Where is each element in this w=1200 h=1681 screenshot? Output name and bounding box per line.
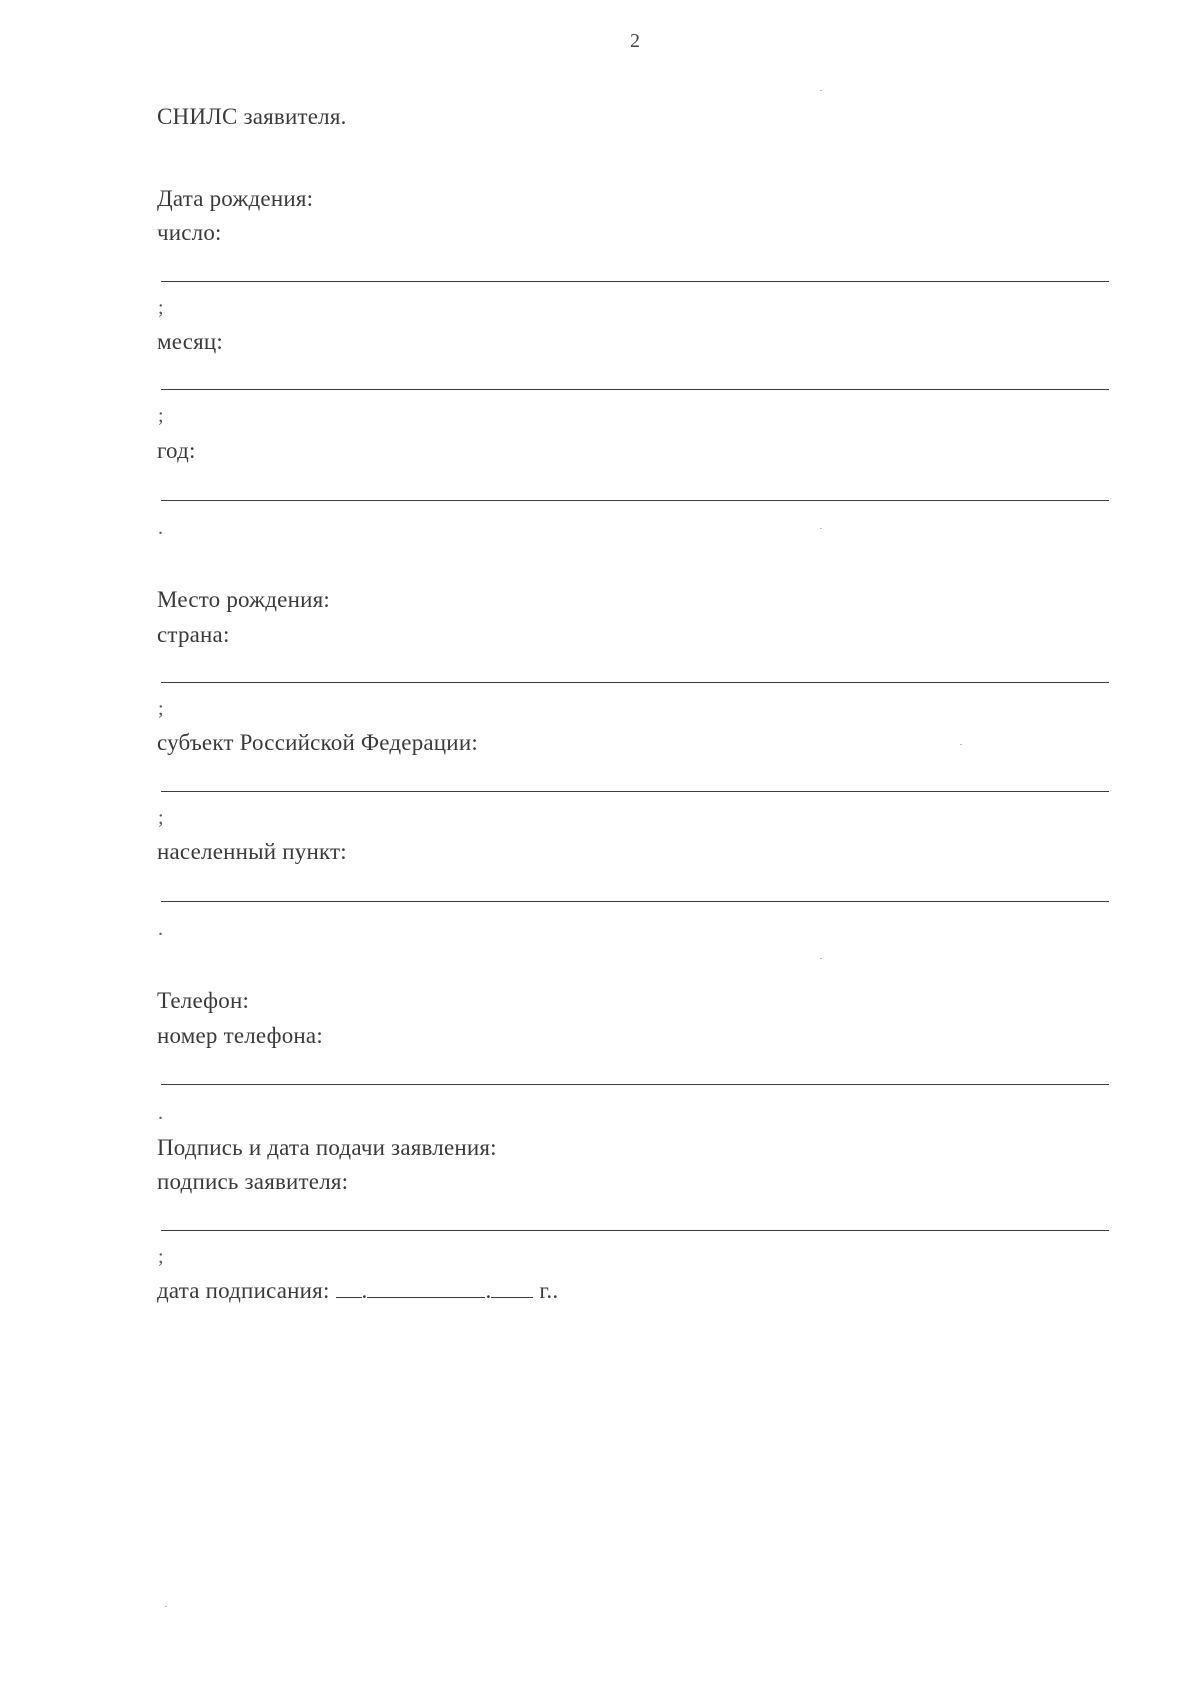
birth-day-end: ; <box>158 297 164 319</box>
birth-locality-end: . <box>158 918 163 940</box>
signing-date-label: дата подписания: <box>157 1278 330 1303</box>
birth-region-end: ; <box>158 807 164 829</box>
signing-date-suffix: г.. <box>539 1278 559 1303</box>
birth-month-field[interactable] <box>161 389 1109 390</box>
birth-place-heading: Место рождения: <box>157 587 330 612</box>
phone-number-end: . <box>158 1102 163 1124</box>
birth-country-label: страна: <box>157 622 230 647</box>
signing-day-blank[interactable] <box>336 1277 362 1298</box>
birth-date-heading: Дата рождения: <box>157 186 314 211</box>
birth-year-end: . <box>158 517 163 539</box>
birth-month-label: месяц: <box>157 329 224 354</box>
birth-year-label: год: <box>157 438 196 463</box>
phone-number-label: номер телефона: <box>157 1023 323 1048</box>
signing-date-separator: . <box>485 1278 492 1303</box>
page-number: 2 <box>630 30 640 52</box>
signature-label: подпись заявителя: <box>157 1169 349 1194</box>
scan-speck <box>820 90 822 91</box>
snils-label: СНИЛС заявителя. <box>157 104 347 129</box>
signature-heading: Подпись и дата подачи заявления: <box>157 1135 497 1160</box>
birth-region-field[interactable] <box>161 791 1109 792</box>
scan-speck <box>165 1606 167 1607</box>
birth-country-field[interactable] <box>161 682 1109 683</box>
birth-year-field[interactable] <box>161 500 1109 501</box>
scan-speck <box>820 528 822 529</box>
signing-year-blank[interactable] <box>491 1277 533 1298</box>
phone-number-field[interactable] <box>161 1084 1109 1085</box>
birth-region-label: субъект Российской Федерации: <box>157 730 478 755</box>
scan-speck <box>960 744 962 745</box>
signing-date-row <box>157 1277 558 1305</box>
birth-country-end: ; <box>158 698 164 720</box>
birth-day-label: число: <box>157 220 222 245</box>
birth-locality-field[interactable] <box>161 901 1109 902</box>
birth-locality-label: населенный пункт: <box>157 839 347 864</box>
signing-month-blank[interactable] <box>367 1277 485 1298</box>
birth-day-field[interactable] <box>161 281 1109 282</box>
signing-date-separator: . <box>361 1278 368 1303</box>
scan-speck <box>820 958 822 959</box>
signature-field[interactable] <box>161 1230 1109 1231</box>
phone-heading: Телефон: <box>157 988 250 1013</box>
birth-month-end: ; <box>158 405 164 427</box>
signature-end: ; <box>158 1246 164 1268</box>
